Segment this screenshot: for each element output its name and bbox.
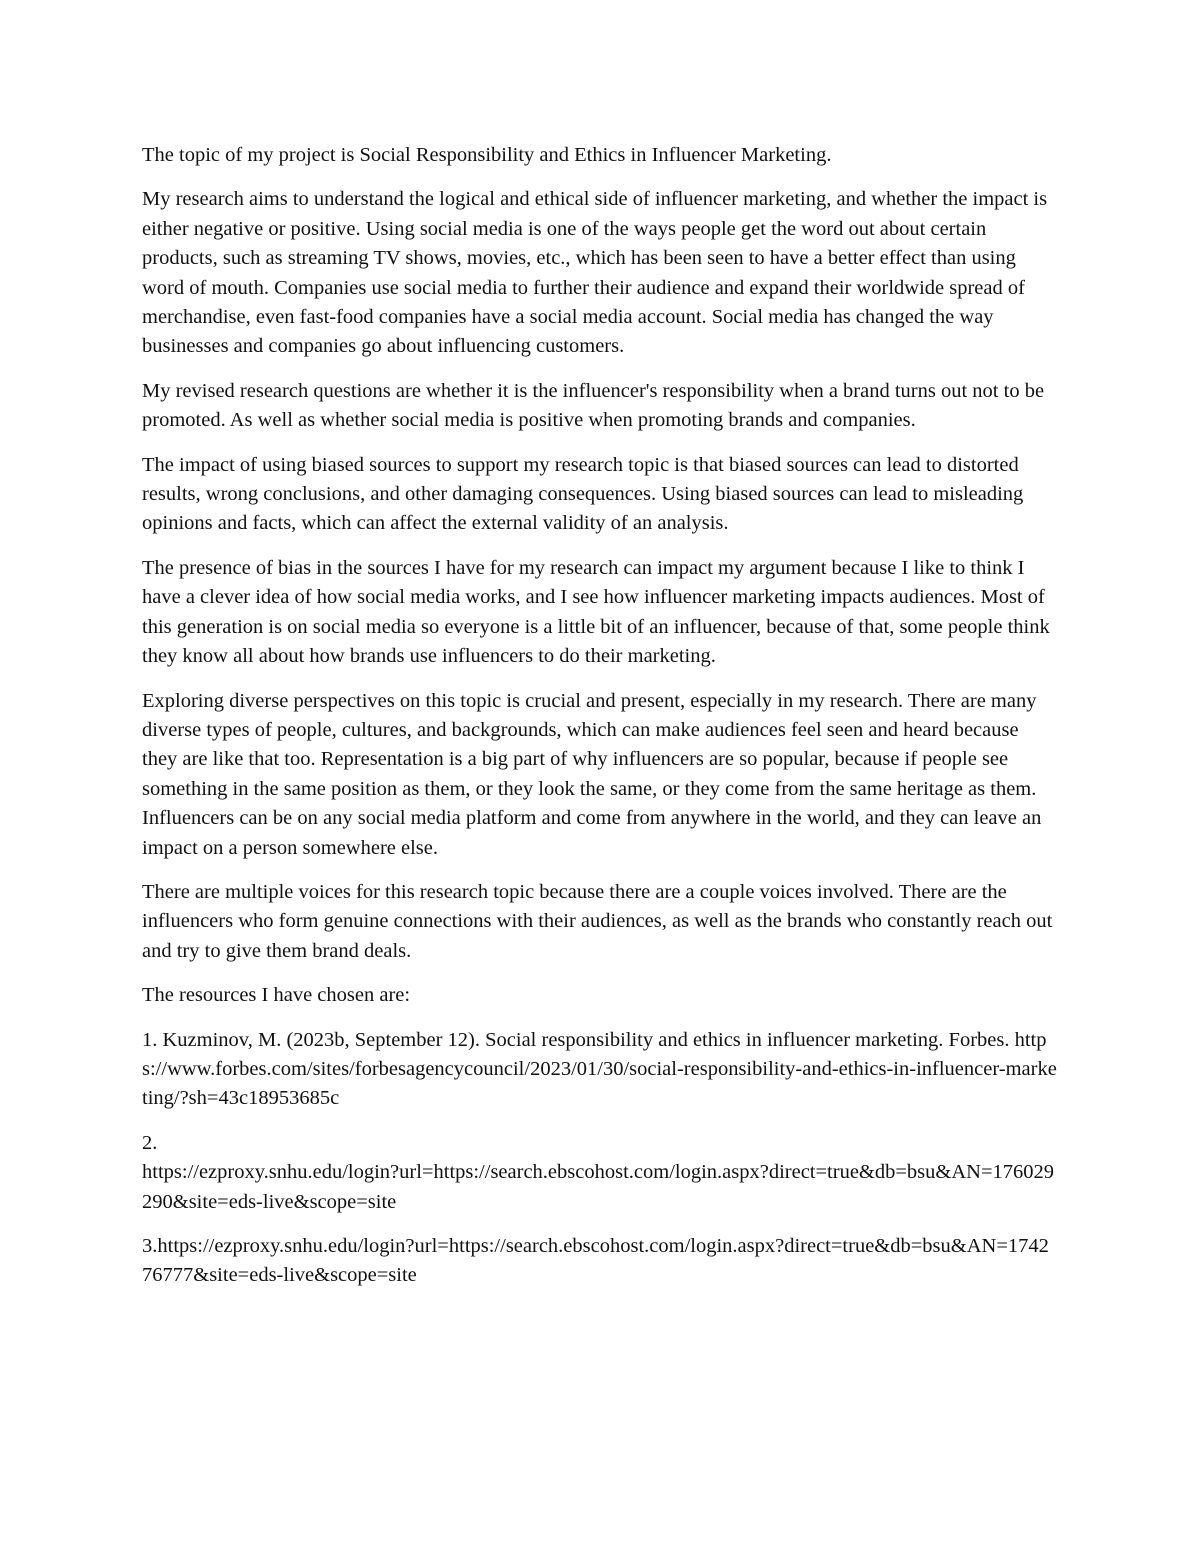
paragraph-topic: The topic of my project is Social Responsibility and Ethics in Influencer Marketing. [142, 144, 832, 166]
paragraph-research-aims: My research aims to understand the logical and ethical side of influencer marketing, and whether the impact is either negative or positive. Using social media is one of the ways people get the word out about certain products, such as streaming TV shows, movies, etc., which has been seen to have a better effect than using word of mouth. Companies use social media to further their audience and expand their worldwide spread of merchandise, even fast-food companies have a social media account. Social media has changed the way businesses and companies go about influencing customers. [142, 188, 1048, 358]
paragraph-diverse-perspectives: Exploring diverse perspectives on this topic is crucial and present, especially in my research. There are many diverse types of people, cultures, and backgrounds, which can make audiences feel seen and heard because they are like that too. Representation is a big part of why influencers are so popular, because if people see something in the same position as them, or they look the same, or they come from the same heritage as them. Influencers can be on any social media platform and come from anywhere in the world, and they can leave an impact on a person somewhere else. [142, 689, 1042, 859]
reference-item-3[interactable]: 3.https://ezproxy.snhu.edu/login?url=https://search.ebscohost.com/login.aspx?direct=true&db=bsu&AN=174276777&site=eds-live&scope=site [142, 1235, 1049, 1287]
paragraph-presence-of-bias: The presence of bias in the sources I have for my research can impact my argument because I like to think I have a clever idea of how social media works, and I see how influencer marketing impacts audiences. Most of this generation is on social media so everyone is a little bit of an influencer, because of that, some people think they know all about how brands use influencers to do their marketing. [142, 556, 1050, 668]
paragraph-multiple-voices: There are multiple voices for this research topic because there are a couple voices involved. There are the influencers who form genuine connections with their audiences, as well as the brands who constantly reach out and try to give them brand deals. [142, 880, 1053, 962]
reference-2-link[interactable]: https://ezproxy.snhu.edu/login?url=https://search.ebscohost.com/login.aspx?direct=true&db=bsu&AN=176029290&site=eds-live&scope=site [142, 1161, 1055, 1213]
paragraph-biased-sources: The impact of using biased sources to support my research topic is that biased sources can lead to distorted results, wrong conclusions, and other damaging consequences. Using biased sources can lead to misleading opinions and facts, which can affect the external validity of an analysis. [142, 453, 1024, 535]
paragraph-research-questions: My revised research questions are whether it is the influencer's responsibility when a brand turns out not to be promoted. As well as whether social media is positive when promoting brands and companies. [142, 379, 1045, 432]
reference-1-citation: 1. Kuzminov, M. (2023b, September 12). Social responsibility and ethics in influencer marketing. Forbes. [142, 1028, 1015, 1051]
document-body [142, 141, 1058, 1306]
reference-1-link[interactable]: https://www.forbes.com/sites/forbesagencycouncil/2023/01/30/social-responsibility-and-ethics-in-influencer-marketing/?sh=43c18953685c [142, 1028, 1057, 1110]
reference-2-number: 2. [142, 1131, 158, 1154]
reference-item-2 [142, 1129, 1058, 1217]
paragraph-resources-intro: The resources I have chosen are: [142, 984, 411, 1007]
reference-item-1 [142, 1026, 1058, 1114]
